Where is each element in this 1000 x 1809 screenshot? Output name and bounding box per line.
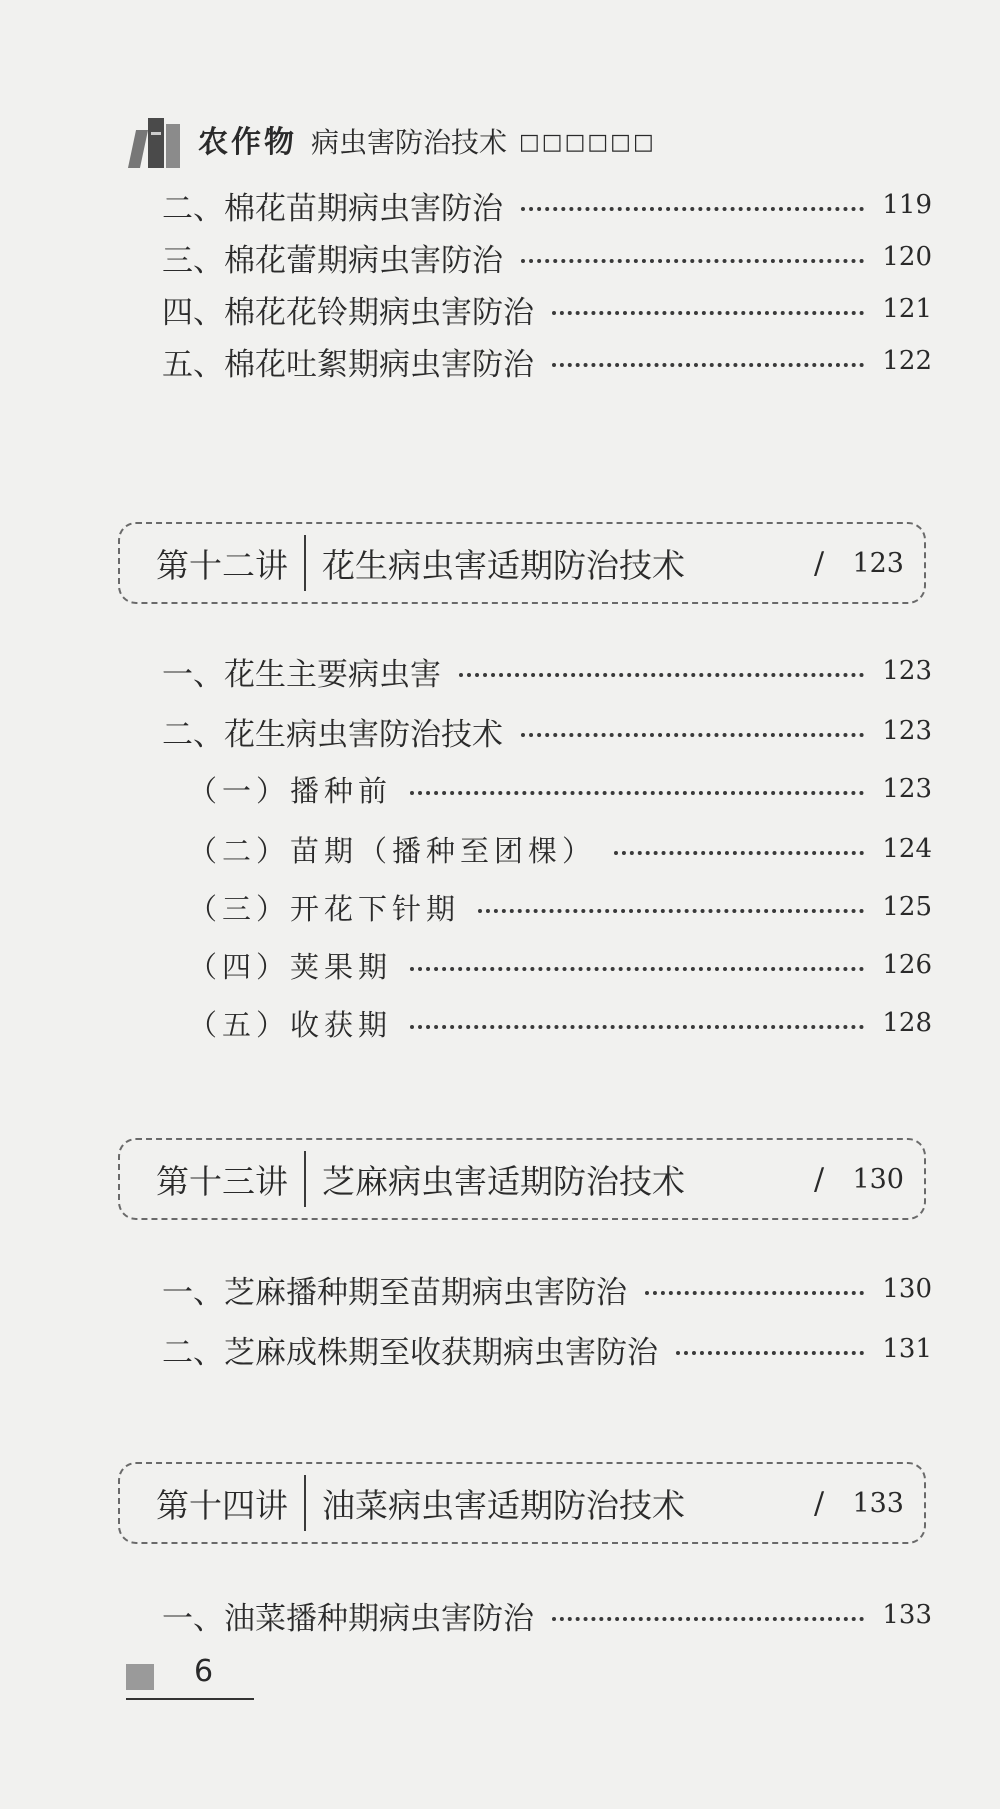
toc-entry-label: 一、油菜播种期病虫害防治 — [162, 1600, 534, 1637]
chapter-slash: / — [813, 1485, 825, 1521]
books-logo-icon — [126, 112, 186, 168]
dot-leader — [645, 1291, 864, 1295]
toc-entry-label: 四、棉花花铃期病虫害防治 — [162, 294, 534, 331]
running-header — [126, 108, 656, 168]
footer-rule — [126, 1698, 254, 1700]
toc-entry[interactable] — [162, 1264, 932, 1314]
toc-entry-page: 123 — [882, 656, 932, 686]
toc-entry-label: 二、芝麻成株期至收获期病虫害防治 — [162, 1334, 658, 1371]
chapter-number: 第十三讲 — [156, 1161, 288, 1201]
toc-subentry-page: 124 — [882, 834, 932, 864]
toc-entry[interactable] — [162, 1324, 932, 1374]
toc-entry[interactable] — [162, 336, 932, 386]
toc-entry[interactable] — [162, 180, 932, 230]
header-title: 病虫害防治技术 — [311, 126, 508, 159]
toc-entry-label: 二、棉花苗期病虫害防治 — [162, 190, 503, 227]
footer-square-icon — [126, 1664, 154, 1690]
toc-entry-page: 120 — [882, 242, 932, 272]
dot-leader — [521, 207, 864, 211]
dot-leader — [410, 967, 864, 971]
toc-entry-page: 131 — [882, 1334, 932, 1364]
chapter-title: 芝麻病虫害适期防治技术 — [322, 1161, 685, 1201]
toc-subentry-page: 123 — [882, 774, 932, 804]
dot-leader — [676, 1351, 864, 1355]
chapter-slash: / — [813, 545, 825, 581]
toc-subentry[interactable] — [188, 882, 932, 932]
toc-entry-label: 三、棉花蕾期病虫害防治 — [162, 242, 503, 279]
toc-subentry[interactable] — [188, 998, 932, 1048]
header-subtitle: □□□□□□ — [519, 130, 656, 155]
dot-leader — [478, 909, 864, 913]
toc-subentry[interactable] — [188, 940, 932, 990]
chapter-page: 130 — [852, 1163, 904, 1195]
toc-entry-page: 123 — [882, 716, 932, 746]
dot-leader — [614, 851, 864, 855]
toc-entry-page: 122 — [882, 346, 932, 376]
chapter-page: 123 — [852, 547, 904, 579]
chapter-heading-12[interactable] — [118, 522, 926, 604]
header-brand: 农作物 — [198, 125, 297, 160]
footer-page-number: 6 — [194, 1654, 214, 1689]
toc-entry[interactable] — [162, 232, 932, 282]
dot-leader — [459, 673, 864, 677]
dot-leader — [521, 259, 864, 263]
chapter-title: 花生病虫害适期防治技术 — [322, 545, 685, 585]
toc-entry-page: 121 — [882, 294, 932, 324]
toc-entry-label: 五、棉花吐絮期病虫害防治 — [162, 346, 534, 383]
dot-leader — [410, 791, 864, 795]
chapter-heading-13[interactable] — [118, 1138, 926, 1220]
chapter-number: 第十二讲 — [156, 545, 288, 585]
toc-entry-page: 130 — [882, 1274, 932, 1304]
dot-leader — [552, 363, 864, 367]
toc-entry-label: 二、花生病虫害防治技术 — [162, 716, 503, 753]
toc-entry[interactable] — [162, 284, 932, 334]
toc-entry[interactable] — [162, 706, 932, 756]
toc-subentry-label: （五）收获期 — [188, 1007, 393, 1042]
toc-subentry-page: 126 — [882, 950, 932, 980]
toc-subentry-label: （二）苗期（播种至团棵） — [188, 833, 597, 868]
chapter-page: 133 — [852, 1487, 904, 1519]
dot-leader — [521, 733, 864, 737]
toc-entry-label: 一、芝麻播种期至苗期病虫害防治 — [162, 1274, 627, 1311]
toc-entry[interactable] — [162, 1590, 932, 1640]
chapter-number: 第十四讲 — [156, 1485, 288, 1525]
chapter-title: 油菜病虫害适期防治技术 — [322, 1485, 685, 1525]
toc-entry-label: 一、花生主要病虫害 — [162, 656, 441, 693]
toc-entry-page: 119 — [882, 190, 932, 220]
toc-subentry-label: （三）开花下针期 — [188, 891, 461, 926]
dot-leader — [552, 1617, 864, 1621]
toc-entry-page: 133 — [882, 1600, 932, 1630]
page-footer — [126, 1648, 254, 1700]
dot-leader — [552, 311, 864, 315]
chapter-slash: / — [813, 1161, 825, 1197]
toc-subentry-label: （一）播种前 — [188, 773, 393, 808]
toc-entry[interactable] — [162, 646, 932, 696]
dot-leader — [410, 1025, 864, 1029]
toc-subentry-page: 125 — [882, 892, 932, 922]
toc-subentry-page: 128 — [882, 1008, 932, 1038]
toc-subentry[interactable] — [188, 824, 932, 874]
toc-subentry-label: （四）荚果期 — [188, 949, 393, 984]
toc-subentry[interactable] — [188, 764, 932, 814]
chapter-heading-14[interactable] — [118, 1462, 926, 1544]
